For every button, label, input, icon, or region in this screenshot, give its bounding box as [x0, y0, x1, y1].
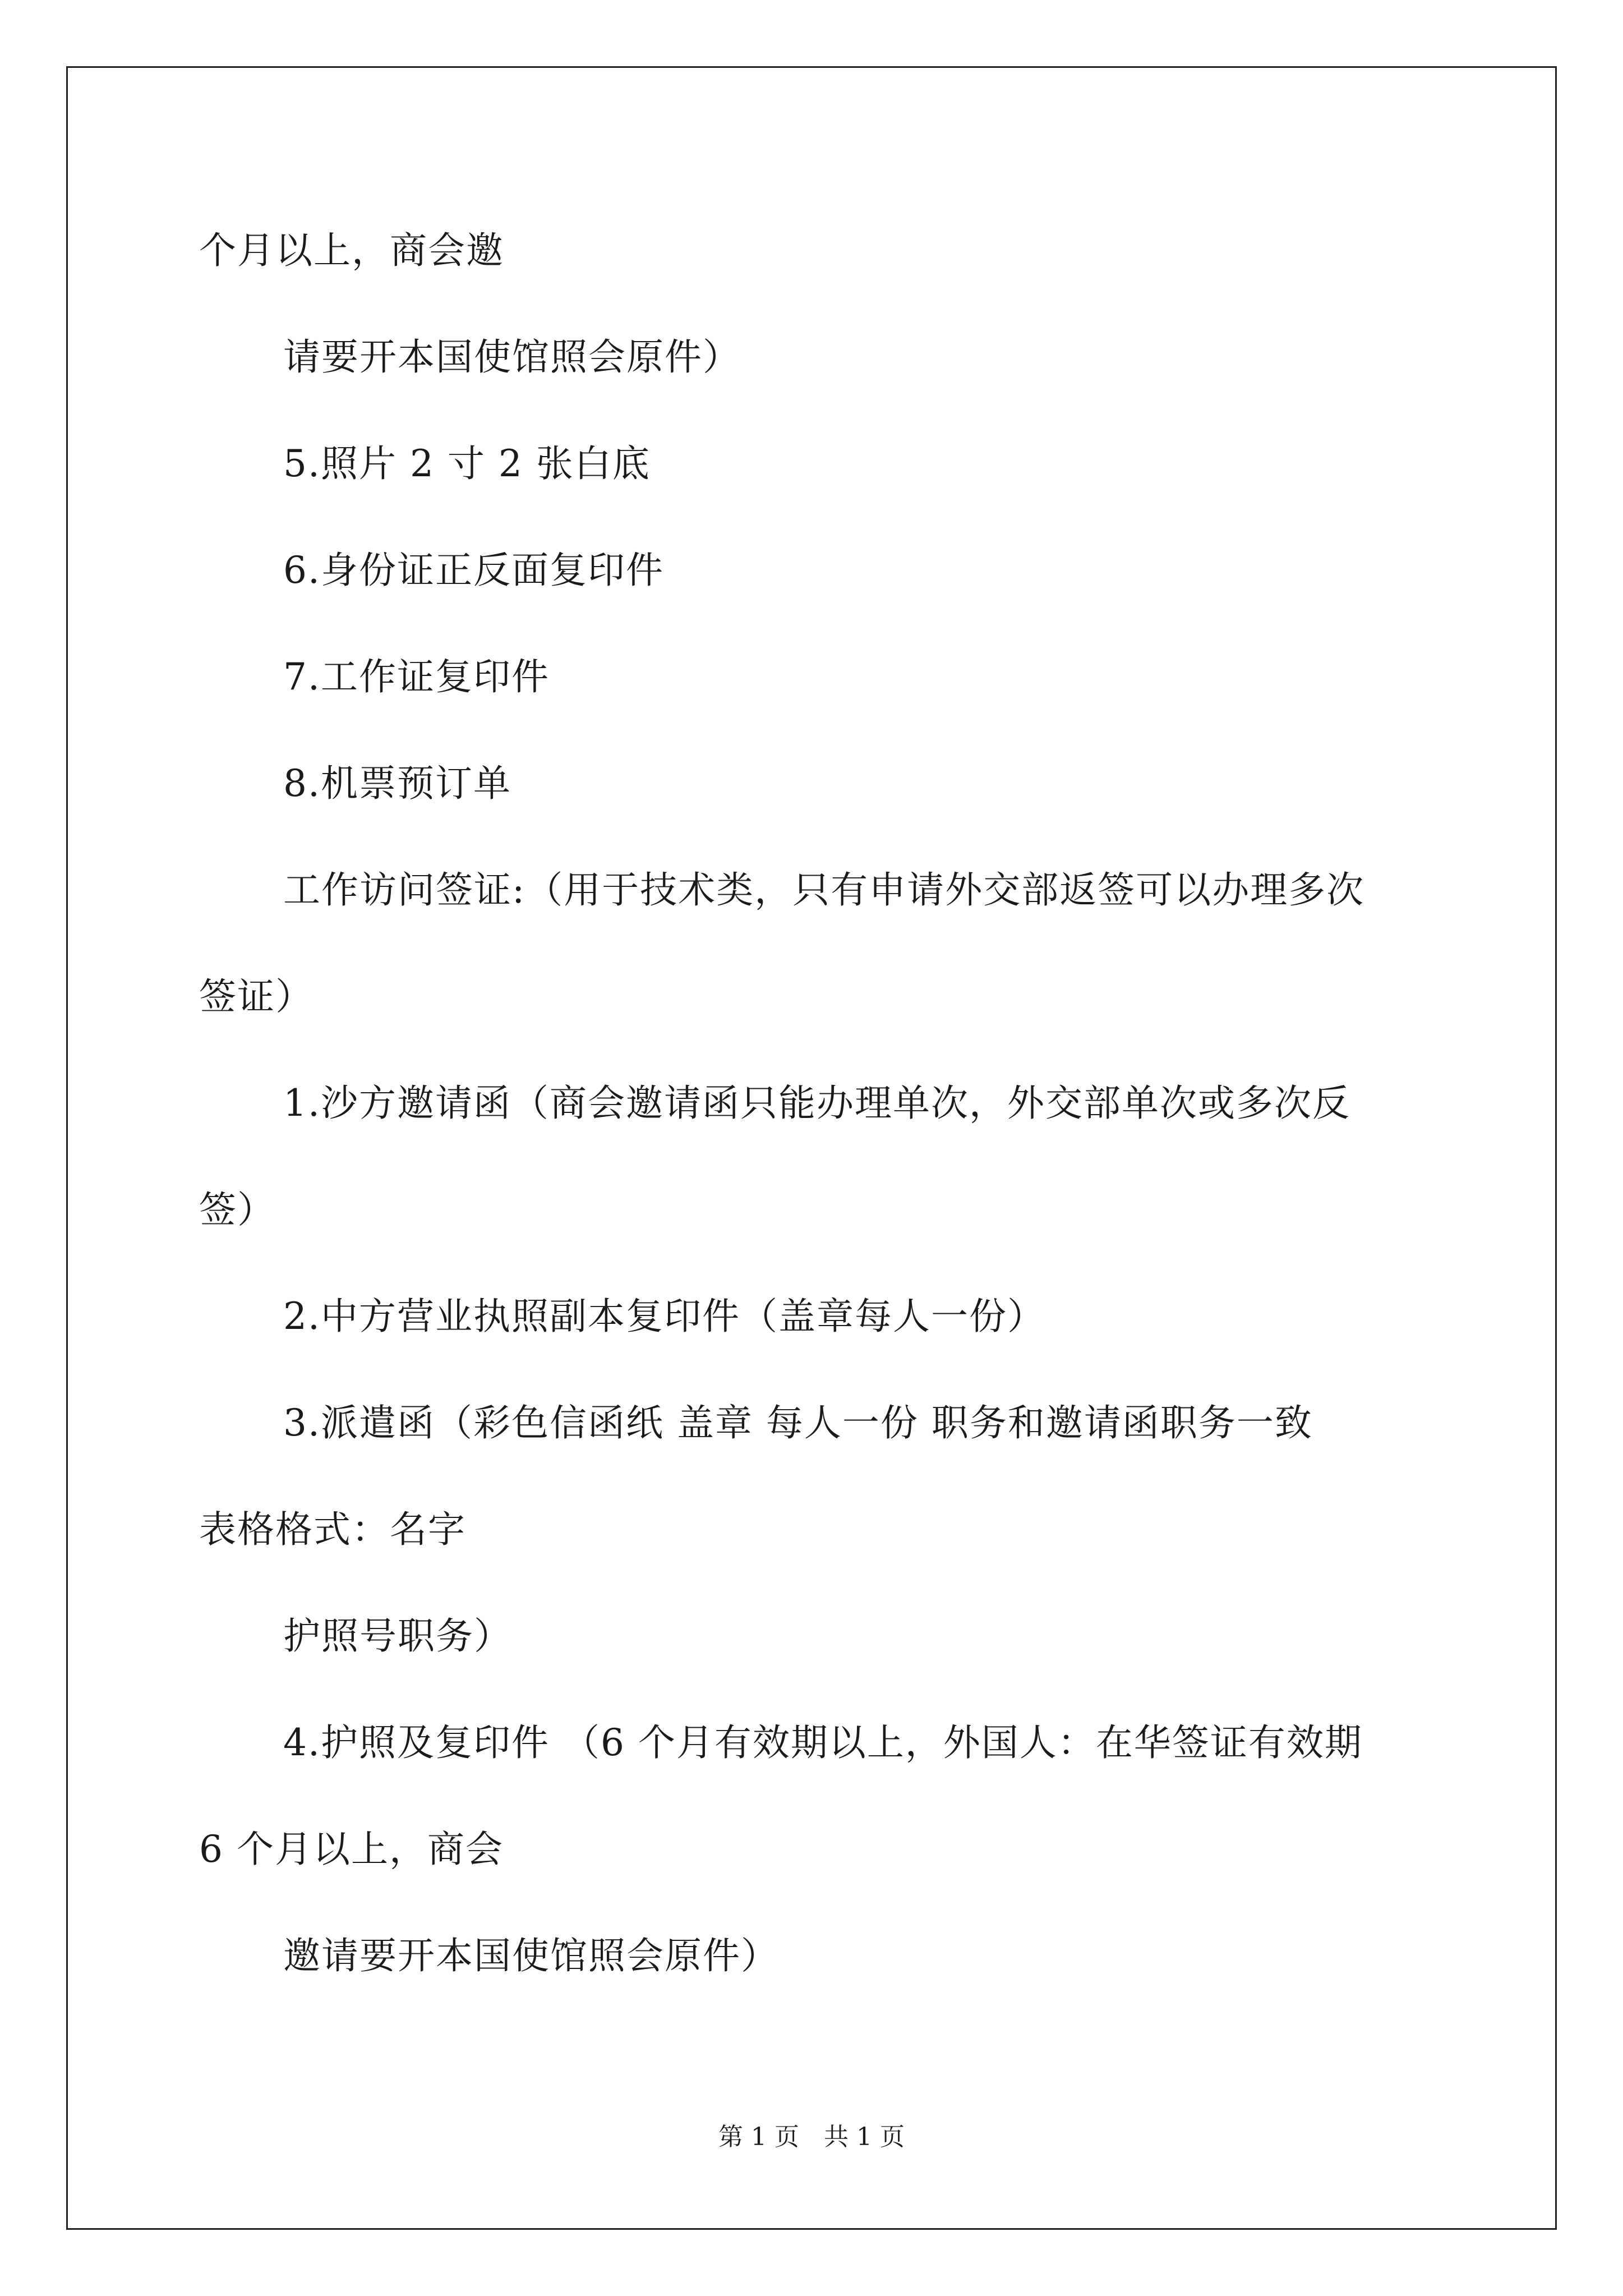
text-line: 工作访问签证:（用于技术类，只有申请外交部返签可以办理多次	[283, 868, 1365, 912]
text-line: 4.护照及复印件 （6 个月有效期以上，外国人：在华签证有效期	[283, 1721, 1363, 1764]
text-line: 个月以上，商会邀	[199, 229, 504, 272]
text-line: 6.身份证正反面复印件	[283, 549, 664, 592]
page-border	[66, 66, 1557, 2230]
text-line: 护照号职务）	[283, 1614, 512, 1658]
text-line: 5.照片 2 寸 2 张白底	[283, 442, 651, 485]
text-line: 6 个月以上，商会	[199, 1828, 504, 1871]
text-line: 签证）	[199, 975, 313, 1018]
text-line: 1.沙方邀请函（商会邀请函只能办理单次，外交部单次或多次反	[283, 1082, 1350, 1125]
text-line: 8.机票预订单	[283, 762, 511, 805]
page-number: 第 1 页 共 1 页	[718, 2123, 905, 2151]
text-line: 3.派遣函（彩色信函纸 盖章 每人一份 职务和邀请函职务一致	[283, 1401, 1313, 1444]
text-line: 请要开本国使馆照会原件）	[283, 335, 741, 379]
text-line: 7.工作证复印件	[283, 655, 550, 698]
text-line: 邀请要开本国使馆照会原件）	[283, 1934, 779, 1977]
text-line: 签）	[199, 1188, 275, 1231]
text-line: 表格格式：名字	[199, 1508, 466, 1551]
text-line: 2.中方营业执照副本复印件（盖章每人一份）	[283, 1295, 1045, 1338]
